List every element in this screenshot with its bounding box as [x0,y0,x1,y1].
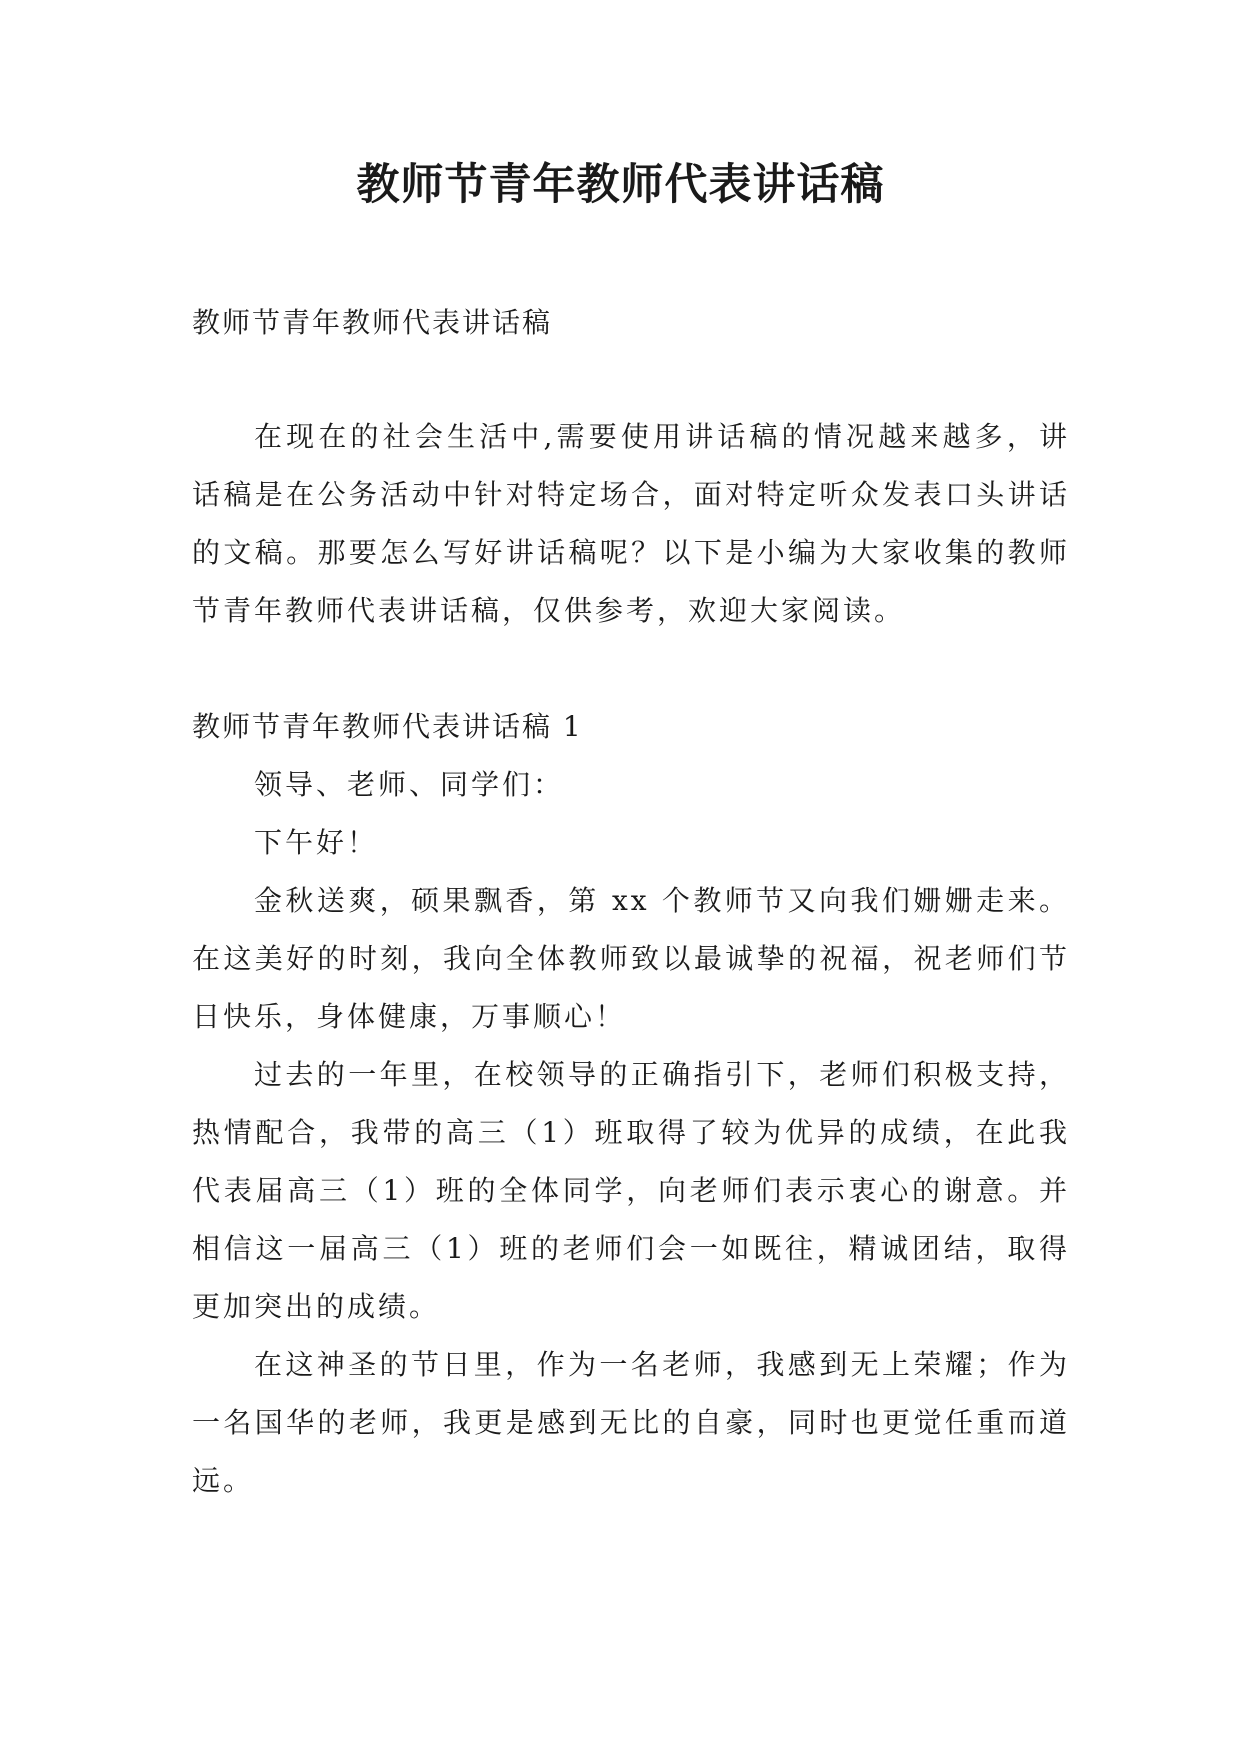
document-title: 教师节青年教师代表讲话稿 [356,160,885,210]
section-heading: 教师节青年教师代表讲话稿 1 [192,710,583,743]
body-paragraph: 过去的一年里，在校领导的正确指引下，老师们积极支持，热情配合，我带的高三（1）班取得了较为优异的成绩，在此我代表届高三（1）班的全体同学，向老师们表示衷心的谢意。并相信这一届高三（1）班的老师们会一如既往，精诚团结，取得更加突出的成绩。 [192,1058,1070,1323]
salutation: 领导、老师、同学们： [254,768,565,801]
greeting: 下午好！ [254,826,379,859]
intro-paragraph: 在现在的社会生活中,需要使用讲话稿的情况越来越多，讲话稿是在公务活动中针对特定场合，面对特定听众发表口头讲话的文稿。那要怎么写好讲话稿呢？以下是小编为大家收集的教师节青年教师代表讲话稿，仅供参考，欢迎大家阅读。 [192,420,1070,627]
document-subtitle: 教师节青年教师代表讲话稿 [192,306,553,339]
body-paragraph: 金秋送爽，硕果飘香，第 xx 个教师节又向我们姗姗走来。在这美好的时刻，我向全体教师致以最诚挚的祝福，祝老师们节日快乐，身体健康，万事顺心！ [192,884,1070,1033]
document-body [192,294,1070,1510]
body-paragraph: 在这神圣的节日里，作为一名老师，我感到无上荣耀；作为一名国华的老师，我更是感到无比的自豪，同时也更觉任重而道远。 [192,1348,1070,1497]
